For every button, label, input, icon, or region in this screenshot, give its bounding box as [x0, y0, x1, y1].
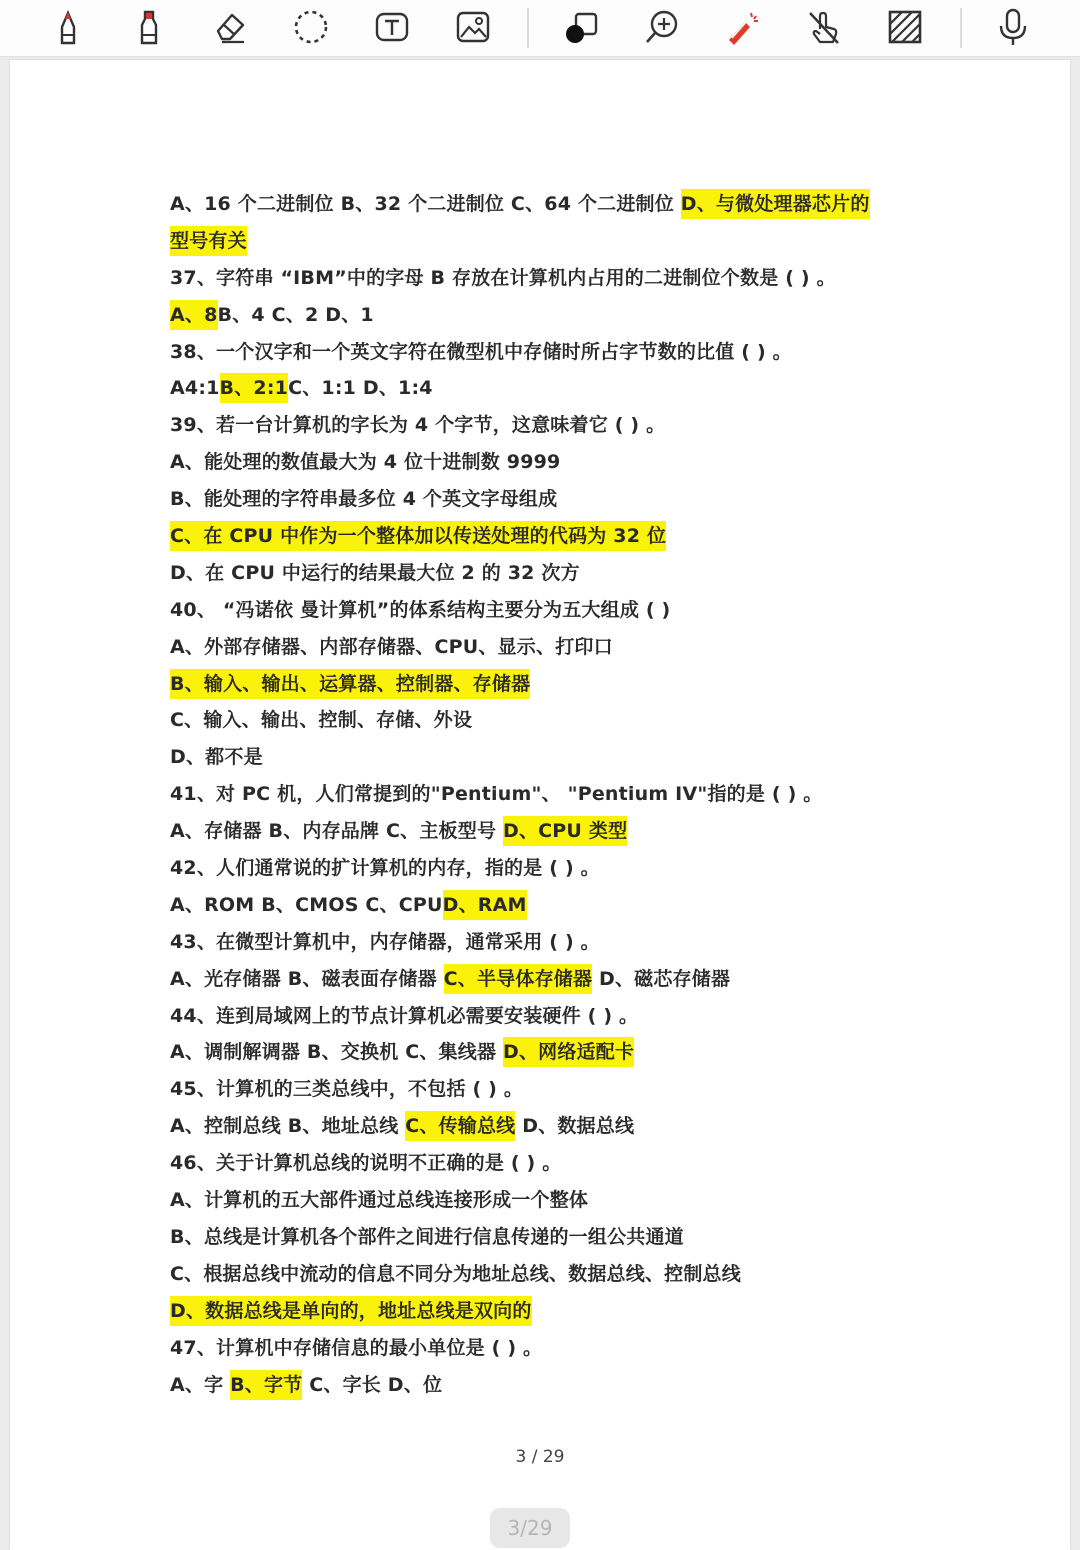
- page-indicator[interactable]: 3/29: [490, 1508, 570, 1548]
- text-segment: 47、计算机中存储信息的最小单位是 ( ) 。: [170, 1336, 543, 1359]
- text-segment: 38、一个汉字和一个英文字符在微型机中存储时所占字节数的比值 ( ) 。: [170, 340, 792, 363]
- text-segment: C、根据总线中流动的信息不同分为地址总线、数据总线、控制总线: [170, 1262, 741, 1285]
- text-line: [170, 1145, 940, 1182]
- text-segment: C、字长 D、位: [302, 1373, 443, 1396]
- text-segment: A4:1: [170, 377, 220, 400]
- text-segment: A、16 个二进制位 B、32 个二进制位 C、64 个二进制位: [170, 193, 681, 215]
- highlighted-answer: B、字节: [230, 1370, 302, 1400]
- text-line: [170, 702, 940, 739]
- text-segment: A、光存储器 B、磁表面存储器: [170, 967, 444, 990]
- highlighted-answer: D、RAM: [443, 890, 527, 920]
- text-segment: 42、人们通常说的扩计算机的内存，指的是 ( ) 。: [170, 857, 600, 880]
- text-line: [170, 555, 940, 592]
- text-line: [170, 1293, 940, 1330]
- text-segment: A、存储器 B、内存品牌 C、主板型号: [170, 820, 503, 843]
- text-line: [170, 739, 940, 776]
- lasso-select-icon[interactable]: [287, 4, 335, 50]
- text-segment: D、数据总线: [515, 1115, 635, 1138]
- highlighted-answer: D、CPU 类型: [503, 816, 627, 846]
- text-segment: 41、对 PC 机，人们常提到的"Pentium"、 "Pentium IV"指的是 ( ) 。: [170, 783, 823, 806]
- text-segment: A、能处理的数值最大为 4 位十进制数 9999: [170, 451, 561, 474]
- shapes-icon[interactable]: [557, 4, 605, 50]
- text-line: [170, 924, 940, 961]
- text-line: [170, 961, 940, 998]
- text-line: [170, 1071, 940, 1108]
- highlighted-answer: D、与微处理器芯片的: [681, 189, 870, 219]
- highlighted-answer: D、数据总线是单向的，地址总线是双向的: [170, 1296, 532, 1326]
- text-line: [170, 518, 940, 555]
- text-segment: C、输入、输出、控制、存储、外设: [170, 709, 473, 732]
- highlighted-answer: C、半导体存储器: [444, 964, 593, 994]
- text-line: [170, 370, 940, 407]
- highlighted-answer: D、网络适配卡: [503, 1037, 634, 1067]
- eraser-icon[interactable]: [206, 4, 254, 50]
- text-line: [170, 629, 940, 666]
- text-line: [170, 260, 940, 297]
- text-segment: A、字: [170, 1373, 231, 1396]
- text-line: [170, 1367, 940, 1404]
- highlighted-answer: B、2:1: [220, 373, 289, 403]
- text-line: [170, 1108, 940, 1145]
- text-line: [170, 334, 940, 371]
- highlighted-answer: 型号有关: [170, 226, 247, 256]
- document-page: [10, 60, 1070, 1550]
- text-line: [170, 1330, 940, 1367]
- text-segment: 40、 “冯诺依 曼计算机”的体系结构主要分为五大组成 ( ): [170, 598, 671, 621]
- page-number: 3 / 29: [515, 1447, 565, 1467]
- text-segment: B、能处理的字符串最多位 4 个英文字母组成: [170, 488, 558, 511]
- text-segment: D、都不是: [170, 746, 263, 769]
- text-line: [170, 887, 940, 924]
- microphone-icon[interactable]: [989, 4, 1037, 50]
- highlighted-answer: C、在 CPU 中作为一个整体加以传送处理的代码为 32 位: [170, 521, 666, 551]
- text-segment: 46、关于计算机总线的说明不正确的是 ( ) 。: [170, 1152, 562, 1175]
- highlighted-answer: A、8: [170, 300, 218, 330]
- text-line: [170, 1034, 940, 1071]
- text-line: [170, 592, 940, 629]
- highlighter-icon[interactable]: [125, 4, 173, 50]
- text-line: [170, 223, 940, 260]
- zoom-in-icon[interactable]: [638, 4, 686, 50]
- annotation-toolbar: [0, 0, 1080, 57]
- highlighted-answer: B、输入、输出、运算器、控制器、存储器: [170, 669, 530, 699]
- toolbar-divider: [960, 8, 962, 48]
- document-text: [170, 186, 940, 1403]
- text-segment: 37、字符串 “IBM”中的字母 B 存放在计算机内占用的二进制位个数是 ( ) 。: [170, 266, 836, 289]
- pattern-fill-icon[interactable]: [881, 4, 929, 50]
- text-segment: A、外部存储器、内部存储器、CPU、显示、打印口: [170, 635, 613, 658]
- toolbar-divider: [527, 8, 529, 48]
- text-segment: 43、在微型计算机中，内存储器，通常采用 ( ) 。: [170, 930, 600, 953]
- text-icon[interactable]: [368, 4, 416, 50]
- text-segment: D、磁芯存储器: [592, 967, 731, 990]
- text-segment: D、在 CPU 中运行的结果最大位 2 的 32 次方: [170, 561, 580, 584]
- text-line: [170, 850, 940, 887]
- text-line: [170, 407, 940, 444]
- text-line: [170, 1256, 940, 1293]
- text-line: [170, 666, 940, 703]
- text-segment: C、1:1 D、1:4: [288, 377, 433, 400]
- touch-draw-off-icon[interactable]: [800, 4, 848, 50]
- text-segment: A、控制总线 B、地址总线: [170, 1115, 406, 1138]
- text-line: [170, 776, 940, 813]
- text-segment: B、总线是计算机各个部件之间进行信息传递的一组公共通道: [170, 1225, 684, 1248]
- text-line: [170, 481, 940, 518]
- text-line: [170, 813, 940, 850]
- text-segment: 39、若一台计算机的字长为 4 个字节，这意味着它 ( ) 。: [170, 414, 666, 437]
- text-segment: 44、连到局域网上的节点计算机必需要安装硬件 ( ) 。: [170, 1004, 639, 1027]
- text-line: [170, 1219, 940, 1256]
- text-segment: 45、计算机的三类总线中，不包括 ( ) 。: [170, 1078, 524, 1101]
- text-line: [170, 186, 940, 223]
- text-line: [170, 297, 940, 334]
- text-segment: A、ROM B、CMOS C、CPU: [170, 893, 443, 916]
- text-line: [170, 444, 940, 481]
- text-segment: A、调制解调器 B、交换机 C、集线器: [170, 1041, 503, 1064]
- image-icon[interactable]: [449, 4, 497, 50]
- pen-icon[interactable]: [44, 4, 92, 50]
- highlighted-answer: C、传输总线: [405, 1111, 515, 1141]
- laser-pointer-icon[interactable]: [719, 4, 767, 50]
- text-line: [170, 998, 940, 1035]
- text-segment: A、计算机的五大部件通过总线连接形成一个整体: [170, 1189, 589, 1212]
- text-segment: B、4 C、2 D、1: [217, 303, 374, 326]
- text-line: [170, 1182, 940, 1219]
